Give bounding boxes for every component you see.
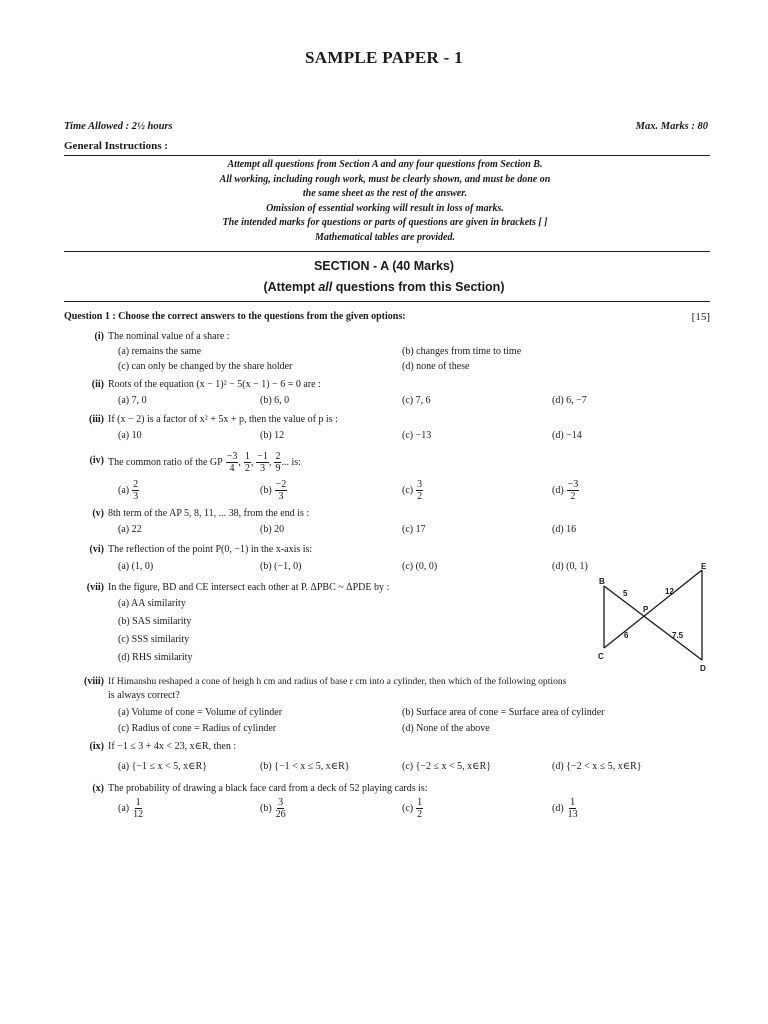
option: (d) none of these (402, 361, 470, 372)
item-stem: The probability of drawing a black face card from a deck of 52 playing cards is: (108, 783, 428, 794)
item-stem: 8th term of the AP 5, 8, 11, ... 38, from the end is : (108, 508, 310, 519)
point-label-p: P (643, 605, 649, 614)
option: (c) (0, 0) (402, 561, 438, 572)
vertex-label-c: C (598, 652, 604, 661)
option: (b) $\frac{3}{26}$ (260, 797, 286, 820)
question-1-marks: [15] (691, 311, 710, 323)
segment-label-pe: 12 (665, 587, 674, 596)
option: (b) Surface area of cone = Surface area of cylinder (402, 707, 605, 718)
option: (a) remains the same (118, 346, 202, 357)
option: (a) $\frac{1}{12}$ (118, 797, 144, 820)
fraction: $\frac{-1}{3}$ (257, 451, 268, 474)
vertex-label-d: D (700, 664, 706, 673)
instruction-line: The intended marks for questions or parts of questions are given in brackets [ ] (222, 217, 548, 229)
item-number: (i) (94, 331, 104, 342)
option: (b) 12 (260, 430, 285, 441)
instruction-line: Omission of essential working will result in loss of marks. (266, 202, 504, 214)
question-1-heading (64, 311, 710, 322)
time-allowed: Time Allowed : 2½ hours (64, 121, 173, 132)
paper-title: SAMPLE PAPER - 1 (305, 48, 463, 67)
fraction: $\frac{2}{9}$ (275, 451, 281, 474)
option: (a) 22 (118, 524, 142, 535)
option: (b) $\frac{-2}{3}$ (260, 479, 287, 502)
option: (d) None of the above (402, 723, 490, 734)
option: (d) RHS similarity (118, 652, 193, 663)
option: (d) (0, 1) (552, 561, 588, 572)
item-stem: The common ratio of the GP $\frac{-3}{4}$ , $\frac{1}{2}$ , $\frac{-1}{3}$ , $\frac{2}{9}$ ... is: (108, 451, 301, 474)
item-stem: If Himanshu reshaped a cone of heigh h cm and radius of base r cm into a cylinder, then which of the following options (108, 676, 567, 687)
option: (d) $\frac{-3}{2}$ (552, 479, 579, 502)
option: (c) $\frac{3}{2}$ (402, 479, 423, 502)
item-stem: The reflection of the point P(0, −1) in the x-axis is: (108, 544, 313, 555)
divider (64, 301, 710, 302)
max-marks: Max. Marks : 80 (635, 121, 708, 132)
item-number: (iii) (89, 414, 104, 425)
item-number: (vi) (89, 544, 104, 555)
option: (b) {−1 < x ≤ 5, x∈R} (260, 761, 350, 772)
item-number: (v) (92, 508, 104, 519)
option: (a) Volume of cone = Volume of cylinder (118, 707, 283, 718)
option: (a) (1, 0) (118, 561, 154, 572)
vertex-label-b: B (599, 577, 605, 586)
item-stem: Roots of the equation (x − 1)² − 5(x − 1) − 6 = 0 are : (108, 379, 321, 390)
segment-label-pb: 5 (623, 589, 628, 598)
option: (d) {−2 < x ≤ 5, x∈R} (552, 761, 642, 772)
option: (b) (−1, 0) (260, 561, 302, 572)
vertex-label-e: E (701, 562, 707, 571)
option: (a) $\frac{2}{3}$ (118, 479, 139, 502)
item-stem-continued: is always correct? (108, 690, 180, 701)
option: (c) SSS similarity (118, 634, 190, 645)
divider (64, 251, 710, 252)
section-a-heading: SECTION - A (40 Marks) (313, 259, 455, 273)
section-a-subheading: (Attempt all questions from this Section) (263, 280, 505, 294)
option: (b) 20 (260, 524, 285, 535)
similar-triangles-figure (594, 560, 714, 680)
question-item (64, 451, 710, 475)
fraction: $\frac{-3}{4}$ (226, 451, 238, 474)
option: (c) 17 (402, 524, 426, 535)
option: (d) 6, −7 (552, 395, 587, 406)
instruction-line: Mathematical tables are provided. (315, 231, 455, 243)
general-instructions-label: General Instructions : (64, 140, 168, 152)
item-stem: In the figure, BD and CE intersect each other at P. ΔPBC ~ ΔPDE by : (108, 582, 390, 593)
item-number: (viii) (84, 676, 104, 687)
option: (d) $\frac{1}{13}$ (552, 797, 578, 820)
instruction-line: the same sheet as the rest of the answer. (302, 188, 468, 200)
item-number: (vii) (86, 582, 104, 593)
segment-label-pd: 7.5 (672, 631, 684, 640)
item-stem: The nominal value of a share : (108, 331, 230, 342)
question-1-label: Question 1 : Choose the correct answers to the questions from the given options: (64, 311, 406, 322)
item-stem: If −1 ≤ 3 + 4x < 23, x∈R, then : (108, 741, 237, 752)
option: (d) 16 (552, 524, 577, 535)
instruction-line: All working, including rough work, must be clearly shown, and must be done on (219, 173, 551, 185)
instructions-block (160, 158, 610, 246)
option: (c) can only be changed by the share holder (118, 361, 293, 372)
item-number: (ix) (89, 741, 104, 752)
option: (c) {−2 ≤ x < 5, x∈R} (402, 761, 492, 772)
option: (a) 10 (118, 430, 142, 441)
item-number: (iv) (89, 455, 104, 466)
item-number: (ii) (91, 379, 104, 390)
option: (a) AA similarity (118, 598, 186, 609)
option: (d) −14 (552, 430, 582, 441)
fraction: $\frac{1}{2}$ (244, 451, 250, 474)
option: (b) changes from time to time (402, 346, 522, 357)
divider (64, 155, 710, 156)
option: (a) {−1 ≤ x < 5, x∈R} (118, 761, 208, 772)
option: (c) −13 (402, 430, 432, 441)
segment-label-pc: 6 (624, 631, 629, 640)
option: (b) 6, 0 (260, 395, 290, 406)
option: (a) 7, 0 (118, 395, 147, 406)
option: (c) 7, 6 (402, 395, 431, 406)
item-number: (x) (92, 783, 104, 794)
instruction-line: Attempt all questions from Section A and any four questions from Section B. (227, 159, 543, 170)
option: (c) Radius of cone = Radius of cylinder (118, 723, 277, 734)
option: (b) SAS similarity (118, 616, 192, 627)
item-stem: If (x − 2) is a factor of x² + 5x + p, then the value of p is : (108, 414, 338, 425)
option: (c) $\frac{1}{2}$ (402, 797, 423, 820)
